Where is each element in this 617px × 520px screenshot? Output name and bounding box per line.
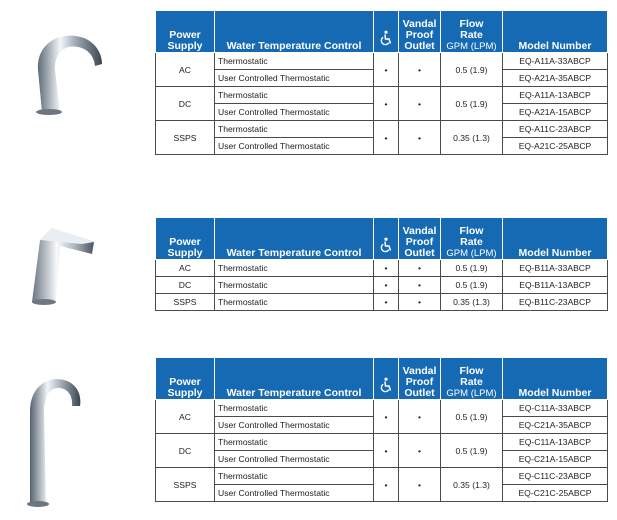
header-model-number: Model Number <box>503 218 608 260</box>
table-row <box>156 434 608 451</box>
vandal-bullet: • <box>399 400 441 434</box>
vandal-bullet: • <box>399 260 441 277</box>
table-row <box>156 277 608 294</box>
model-cell: EQ-C11C-23ABCP <box>503 468 608 485</box>
power-cell: SSPS <box>156 294 215 311</box>
header-model-number: Model Number <box>503 358 608 400</box>
temp-cell: Thermostatic <box>215 277 374 294</box>
model-cell: EQ-A21A-15ABCP <box>503 104 608 121</box>
table-row <box>156 53 608 70</box>
model-cell: EQ-B11C-23ABCP <box>503 294 608 311</box>
flow-cell: 0.5 (1.9) <box>441 53 503 87</box>
temp-cell: User Controlled Thermostatic <box>215 485 374 502</box>
faucet-a-image <box>22 20 112 115</box>
spec-table-b <box>155 217 608 311</box>
vandal-bullet: • <box>399 53 441 87</box>
vandal-bullet: • <box>399 468 441 502</box>
temp-cell: Thermostatic <box>215 294 374 311</box>
table-row <box>156 468 608 485</box>
spec-table-c <box>155 357 608 502</box>
header-accessible <box>374 11 399 53</box>
power-cell: AC <box>156 260 215 277</box>
model-cell: EQ-A11A-13ABCP <box>503 87 608 104</box>
header-vandal-proof: Vandal Proof Outlet <box>399 218 441 260</box>
accessible-bullet: • <box>374 53 399 87</box>
power-cell: AC <box>156 400 215 434</box>
header-vandal-proof: Vandal Proof Outlet <box>399 11 441 53</box>
accessible-bullet: • <box>374 468 399 502</box>
power-cell: DC <box>156 434 215 468</box>
faucet-b-image <box>22 222 102 307</box>
wheelchair-icon <box>378 237 394 253</box>
flow-cell: 0.5 (1.9) <box>441 400 503 434</box>
vandal-bullet: • <box>399 277 441 294</box>
model-cell: EQ-B11A-13ABCP <box>503 277 608 294</box>
model-cell: EQ-C11A-13ABCP <box>503 434 608 451</box>
model-cell: EQ-C21C-25ABCP <box>503 485 608 502</box>
power-cell: SSPS <box>156 121 215 155</box>
header-flow-rate: Flow Rate GPM (LPM) <box>441 11 503 53</box>
temp-cell: User Controlled Thermostatic <box>215 138 374 155</box>
flow-cell: 0.35 (1.3) <box>441 468 503 502</box>
header-flow-rate: Flow Rate GPM (LPM) <box>441 358 503 400</box>
temp-cell: Thermostatic <box>215 260 374 277</box>
header-power-supply: Power Supply <box>156 11 215 53</box>
model-cell: EQ-B11A-33ABCP <box>503 260 608 277</box>
flow-cell: 0.5 (1.9) <box>441 260 503 277</box>
model-cell: EQ-A11C-23ABCP <box>503 121 608 138</box>
vandal-bullet: • <box>399 434 441 468</box>
table-row <box>156 260 608 277</box>
table-row <box>156 121 608 138</box>
table-row <box>156 294 608 311</box>
flow-cell: 0.5 (1.9) <box>441 87 503 121</box>
temp-cell: User Controlled Thermostatic <box>215 70 374 87</box>
flow-cell: 0.5 (1.9) <box>441 434 503 468</box>
power-cell: AC <box>156 53 215 87</box>
header-model-number: Model Number <box>503 11 608 53</box>
header-vandal-proof: Vandal Proof Outlet <box>399 358 441 400</box>
accessible-bullet: • <box>374 294 399 311</box>
header-accessible <box>374 218 399 260</box>
header-flow-rate: Flow Rate GPM (LPM) <box>441 218 503 260</box>
vandal-bullet: • <box>399 121 441 155</box>
temp-cell: Thermostatic <box>215 87 374 104</box>
flow-cell: 0.35 (1.3) <box>441 294 503 311</box>
accessible-bullet: • <box>374 277 399 294</box>
power-cell: DC <box>156 87 215 121</box>
header-accessible <box>374 358 399 400</box>
flow-cell: 0.35 (1.3) <box>441 121 503 155</box>
temp-cell: Thermostatic <box>215 468 374 485</box>
temp-cell: User Controlled Thermostatic <box>215 104 374 121</box>
accessible-bullet: • <box>374 87 399 121</box>
temp-cell: Thermostatic <box>215 434 374 451</box>
header-water-temperature: Water Temperature Control <box>215 218 374 260</box>
faucet-c-image <box>18 372 88 507</box>
temp-cell: User Controlled Thermostatic <box>215 417 374 434</box>
accessible-bullet: • <box>374 121 399 155</box>
accessible-bullet: • <box>374 400 399 434</box>
model-cell: EQ-C21A-35ABCP <box>503 417 608 434</box>
vandal-bullet: • <box>399 294 441 311</box>
power-cell: SSPS <box>156 468 215 502</box>
table-row <box>156 400 608 417</box>
model-cell: EQ-C21A-15ABCP <box>503 451 608 468</box>
header-water-temperature: Water Temperature Control <box>215 11 374 53</box>
temp-cell: Thermostatic <box>215 121 374 138</box>
temp-cell: Thermostatic <box>215 400 374 417</box>
wheelchair-icon <box>378 30 394 46</box>
header-power-supply: Power Supply <box>156 358 215 400</box>
spec-table-a <box>155 10 608 155</box>
flow-cell: 0.5 (1.9) <box>441 277 503 294</box>
accessible-bullet: • <box>374 260 399 277</box>
model-cell: EQ-A21A-35ABCP <box>503 70 608 87</box>
accessible-bullet: • <box>374 434 399 468</box>
model-cell: EQ-C11A-33ABCP <box>503 400 608 417</box>
wheelchair-icon <box>378 377 394 393</box>
power-cell: DC <box>156 277 215 294</box>
table-row <box>156 87 608 104</box>
model-cell: EQ-A21C-25ABCP <box>503 138 608 155</box>
temp-cell: Thermostatic <box>215 53 374 70</box>
model-cell: EQ-A11A-33ABCP <box>503 53 608 70</box>
header-power-supply: Power Supply <box>156 218 215 260</box>
temp-cell: User Controlled Thermostatic <box>215 451 374 468</box>
header-water-temperature: Water Temperature Control <box>215 358 374 400</box>
vandal-bullet: • <box>399 87 441 121</box>
